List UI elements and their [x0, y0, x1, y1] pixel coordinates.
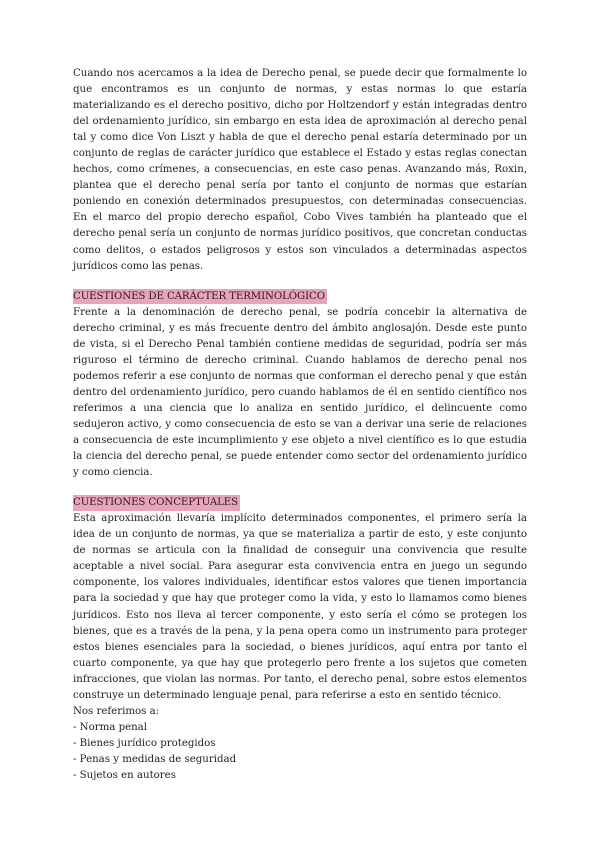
- section-paragraph-conceptuales: Esta aproximación llevaría implícito determinados componentes, el primero sería la idea de un conjunto de normas, ya que se materializa a partir de esto, y este conjunto de normas se articula con la finalidad de conseguir una convivencia que resulte aceptable a nivel social. Para asegurar esta convivencia entra en juego un segundo componente, los valores individuales, identificar estos valores que tienen importancia para la sociedad y que hay que proteger como la vida, y esto lo llamamos como bienes jurídicos. Esto nos lleva al tercer componente, y esto sería el cómo se protegen los bienes, que es a través de la pena, y la pena opera como un instrumento para proteger estos bienes esenciales para la sociedad, o bienes jurídicos, aquí entra por tanto el cuarto componente, ya que hay que protegerlo pero frente a los sujetos que cometen infracciones, que violan las normas. Por tanto, el derecho penal, sobre estos elementos construye un determinado lenguaje penal, para referirse a esto en sentido técnico.: [73, 513, 527, 701]
- list-item: - Norma penal: [73, 721, 148, 733]
- section-conceptuales: [73, 495, 527, 784]
- section-terminologico: [73, 289, 527, 482]
- list-item: - Bienes jurídico protegidos: [73, 737, 216, 749]
- section-paragraph-terminologico: Frente a la denominación de derecho penal, se podría concebir la alternativa de derecho criminal, y es más frecuente dentro del ámbito anglosajón. Desde este punto de vista, si el Derecho Penal también contiene medidas de seguridad, podría ser más riguroso el término de derecho criminal. Cuando hablamos de derecho penal nos podemos referir a ese conjunto de normas que conforman el derecho penal y que están dentro del ordenamiento jurídico, pero cuando hablamos de él en sentido científico nos referimos a una ciencia que lo analiza en sentido jurídico, el delincuente como sedujeron activo, y como consecuencia de esto se van a derivar una serie de relaciones a consecuencia de este incumplimiento y ese objeto a nivel científico es lo que estudia la ciencia del derecho penal, se puede entender como sector del ordenamiento jurídico y como ciencia.: [73, 306, 527, 479]
- spacer: [73, 275, 527, 289]
- list-intro: Nos referimos a:: [73, 705, 160, 717]
- intro-paragraph: Cuando nos acercamos a la idea de Derecho penal, se puede decir que formalmente lo que encontramos es un conjunto de normas, y estas normas lo que estaría materializando es el derecho positivo, dicho por Holtzendorf y están integradas dentro del ordenamiento jurídico, sin embargo en esta idea de aproximación al derecho penal tal y como dice Von Liszt y habla de que el derecho penal estaría determinado por un conjunto de reglas de carácter jurídico que establece el Estado y estas reglas conectan hechos, como crímenes, a consecuencias, en este caso penas. Avanzando más, Roxin, plantea que el derecho penal sería por tanto el conjunto de normas que estarían poniendo en conexión determinados presupuestos, con determinadas consecuencias. En el marco del propio derecho español, Cobo Vives también ha planteado que el derecho penal sería un conjunto de normas jurídico positivos, que concretan conductas como delitos, o estados peligrosos y estos son vinculados a determinadas aspectos jurídicos como las penas.: [73, 68, 527, 272]
- components-list: [73, 720, 527, 784]
- section-heading-terminologico: CUESTIONES DE CARÁCTER TERMINOLÓGICO: [73, 289, 327, 305]
- section-heading-conceptuales: CUESTIONES CONCEPTUALES: [73, 495, 240, 511]
- list-item: - Sujetos en autores: [73, 769, 176, 781]
- document-page: [73, 66, 527, 784]
- list-item: - Penas y medidas de seguridad: [73, 753, 237, 765]
- spacer: [73, 481, 527, 495]
